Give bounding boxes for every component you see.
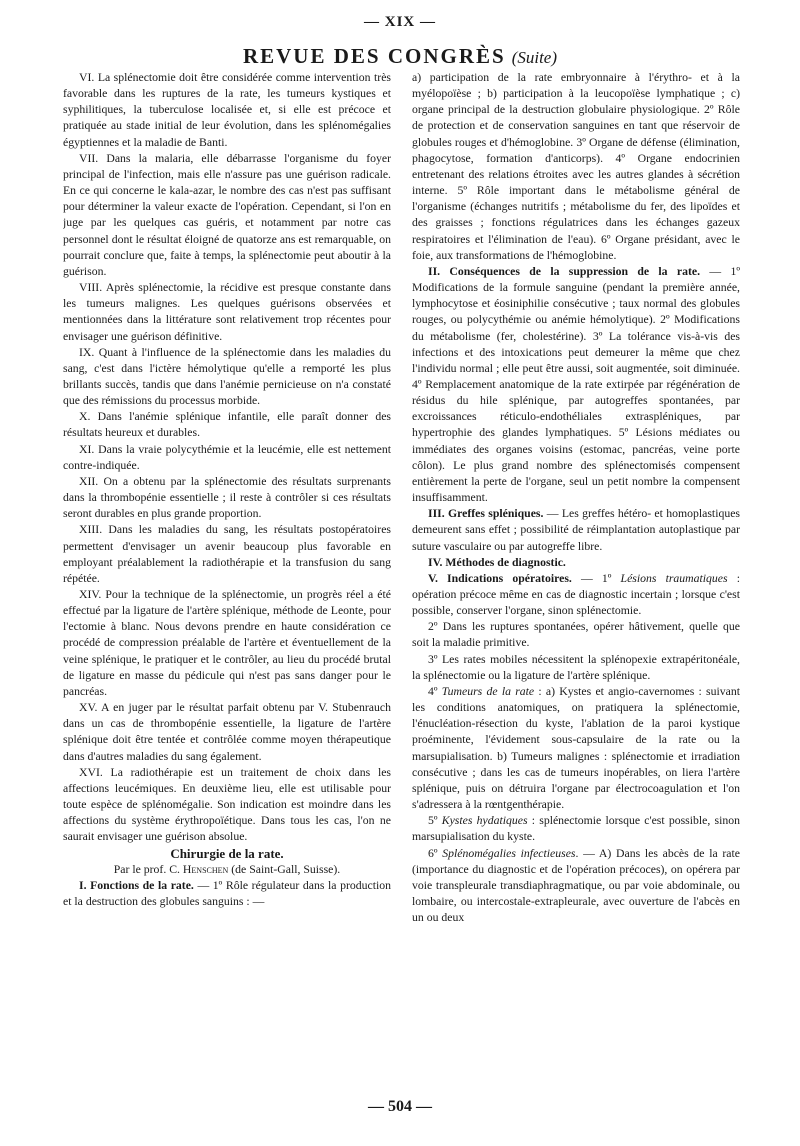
paragraph-viii: VIII. Après splénectomie, la récidive est presque constante dans les tumeurs malignes. Les quelques guérisons observées et mentionnées dans la littérature sont relativement trop récentes pour envisager une guérison définitive. (63, 281, 391, 343)
section-title: Chirurgie de la rate. (170, 845, 284, 861)
author-name: Henschen (182, 862, 229, 876)
heading-ii: II. Conséquences de la suppression de la rate. (428, 264, 701, 278)
paragraph-v4 (412, 684, 740, 813)
v4-text: : a) Kystes et angio-cavernomes : suivant les conditions anatomiques, on pratiquera la splénectomie, l'énucléation-résection du kyste, l'ablation de la paroi kystique proéminente, l'évidement sous-capsulaire de la rate ou la marsupialisation. b) Tumeurs malignes : splénectomie et irradiation consécutive ; dans les cas de tumeurs inopérables, on liera l'artère splénique, puis on détruira l'organe par électrocoagulation et l'on s'adressera à la rœntgenthérapie. (412, 684, 740, 812)
paragraph-vii: VII. Dans la malaria, elle débarrasse l'organisme du foyer principal de l'infection, mais elle n'assure pas une guérison radicale. En ce qui concerne le kala-azar, le nombre des cas n'est pas suffisant pour déterminer la valeur exacte de l'opération. Cependant, si l'on en juge par les quelques cas guéris, et notamment par notre cas personnel dont le résultat éloigné de quatorze ans est remarquable, on pourrait conclure que, faite à temps, la splénectomie peut aboutir à la guérison. (63, 151, 391, 278)
right-column (412, 70, 740, 1100)
v4-prefix: 4º (428, 684, 442, 698)
paragraph-v (412, 571, 740, 619)
paragraph-iii (412, 506, 740, 554)
paragraph-iii-text: — Les greffes hétéro- et homoplastiques demeurent sans effet ; possibilité de réimplantation autoplastique par suture vasculaire ou par autogreffe libre. (412, 507, 740, 553)
byline-prefix: Par le prof. C. (113, 862, 183, 876)
paragraph-i (63, 878, 391, 910)
page-title (0, 44, 800, 69)
author-byline (63, 862, 391, 878)
paragraph-i-continued: a) participation de la rate embryonnaire à l'érythro- et à la myélopoïèse ; b) participation à la leucopoïèse lymphatique ; c) organe principal de la destruction globulaire physiologique. 2º Rôle de protection et de conservation sanguines en tant que réservoir de globules rouges et d'hémoglobine. 3º Organe de défense (élimination, phagocytose, formation d'anticorps). 4º Organe endocrinien entretenant des relations étroites avec les autres glandes à sécrétion interne. 5º Rôle important dans le métabolisme général de l'organisme (échanges nutritifs ; métabolisme du fer, des lipoïdes et des graisses ; fonctions régulatrices dans les échanges gazeux respiratoires et l'élimination de l'eau). 6º Organe présidant, avec le foie, aux transformations de l'hémoglobine. (412, 71, 740, 262)
paragraph-i-text: — 1º Rôle régulateur dans la production et la destruction des globules sanguins : — (63, 878, 391, 908)
v5-prefix: 5º (428, 814, 442, 828)
paragraph-xv: XV. A en juger par le résultat parfait obtenu par V. Stubenrauch dans un cas de thrombopénie essentielle, la ligature de l'artère splénique doit être tentée et contrôlée comme moyen thérapeutique dans d'autres maladies du sang également. (63, 701, 391, 763)
paragraph-xvi: XVI. La radiothérapie est un traitement de choix dans les affections leucémiques. En deuxième lieu, elle est utilisable pour toute espèce de splénomégalie. Son indication est moindre dans les affections du système érythropoïétique. Dans tous les cas, l'on ne saurait envisager une guérison absolue. (63, 765, 391, 844)
page-number: — 504 — (368, 1098, 432, 1115)
roman-page-number: — XIX — (363, 14, 436, 30)
paragraph-ix: IX. Quant à l'influence de la splénectomie dans les maladies du sang, c'est dans l'ictère hémolytique qu'elle a remporté les plus brillants succès, tandis que dans l'anémie pernicieuse on n'a constaté que des rémissions du processus morbide. (63, 345, 391, 408)
paragraph-v3: 3º Les rates mobiles nécessitent la splénopexie extrapéritonéale, la splénectomie ou la ligature de l'artère splénique. (412, 652, 740, 682)
paragraph-ii-text: — 1º Modifications de la formule sanguine (pendant la première année, lymphocytose et éosiniphilie consécutive ; taux normal des globules rouges, ou polycythémie ou anémie hémolytique). 2º Modifications du métabolisme (fer, cholestérine). 3º La tolérance vis-à-vis des infections et des intoxications peut demeurer la même que chez l'individu normal ; elle peut être aussi, soit augmentée, soit diminuée. 4º Remplacement anatomique de la rate extirpée par régénération de résidus du hile splénique, par autogreffes spontanées, par excroissances réticulo-endothéliales extraspléniques, par hypertrophie des glandes lymphatiques. 5º Lésions médiates ou immédiates des organes voisins (estomac, pancréas, veine porte côlon). Le plus grand nombre des splénectomisés compensent entièrement la perte de l'organe, seul un petit nombre la compensent insuffisamment. (412, 264, 740, 505)
v6-text: . — A) Dans les abcès de la rate (importance du diagnostic et de l'opération précoces), on opérera par voie transpleurale transdiaphragmatique, ou par voie abdominale, ou lombaire, ou intercostale-extrapleurale, avec ouverture de l'abcès en un ou deux (412, 846, 740, 925)
paragraph-x: X. Dans l'anémie splénique infantile, elle paraît donner des résultats heureux et durables. (63, 410, 391, 440)
byline-suffix: (de Saint-Gall, Suisse). (228, 862, 341, 876)
paragraph-xiii: XIII. Dans les maladies du sang, les résultats postopératoires permettent d'envisager un avenir beaucoup plus favorable en employant préalablement la radiothérapie et la transfusion du sang répétée. (63, 523, 391, 585)
heading-i: I. Fonctions de la rate. (79, 878, 194, 892)
paragraph-v5 (412, 813, 740, 845)
v4-italic: Tumeurs de la rate (441, 684, 535, 698)
v1-prefix: — 1º (571, 571, 621, 585)
paragraph-iv (412, 555, 740, 571)
left-column (63, 70, 391, 1100)
v5-italic: Kystes hydatiques (441, 814, 528, 828)
paragraph-xiv: XIV. Pour la technique de la splénectomie, un progrès réel a été effectué par la ligature de l'artère splénique, méthode de Leonte, pour l'ectomie à blanc. Nous devons prendre en haute considération ce procédé de compression préalable de l'artère et éventuellement de la veine splénique, le pratiquer et le contrôler, au lieu du procédé brutal de ligature en masse du pédicule qui n'est pas sans danger pour le pancréas. (63, 588, 391, 698)
paragraph-v2: 2º Dans les ruptures spontanées, opérer hâtivement, quelle que soit la maladie primitive. (412, 620, 740, 650)
heading-iii: III. Greffes spléniques. (428, 507, 544, 521)
title-text: REVUE DES CONGRÈS (242, 44, 506, 68)
title-suite: (Suite) (511, 48, 558, 67)
v1-italic: Lésions traumatiques (620, 571, 728, 585)
v6-prefix: 6º (428, 846, 443, 860)
paragraph-v6 (412, 846, 740, 927)
paragraph-xii: XII. On a obtenu par la splénectomie des résultats surprenants dans la thrombopénie essentielle ; il reste à contrôler si ces résultats seront durables en plus grande proportion. (63, 474, 391, 521)
v1-text: : opération précoce même en cas de diagnostic incertain ; lorsque c'est possible, conserver l'organe, sinon splénectomie. (412, 571, 740, 618)
paragraph-xi: XI. Dans la vraie polycythémie et la leucémie, elle est nettement contre-indiquée. (63, 442, 391, 472)
v5-text: : splénectomie lorsque c'est possible, sinon marsupialisation du kyste. (412, 814, 740, 844)
paragraph-ii (412, 264, 740, 506)
paragraph-vi: VI. La splénectomie doit être considérée comme intervention très favorable dans les ruptures de la rate, les tumeurs kystiques et syphilitiques, la tuberculose localisée et, si elle est précoce et pratiquée au stade initial de leur évolution, dans les splénomégalies égyptiennes et la maladie de Banti. (63, 71, 391, 149)
heading-v: V. Indications opératoires. (428, 571, 572, 585)
v6-italic: Splénomégalies infectieuses (442, 846, 576, 860)
heading-iv: IV. Méthodes de diagnostic. (428, 555, 566, 569)
